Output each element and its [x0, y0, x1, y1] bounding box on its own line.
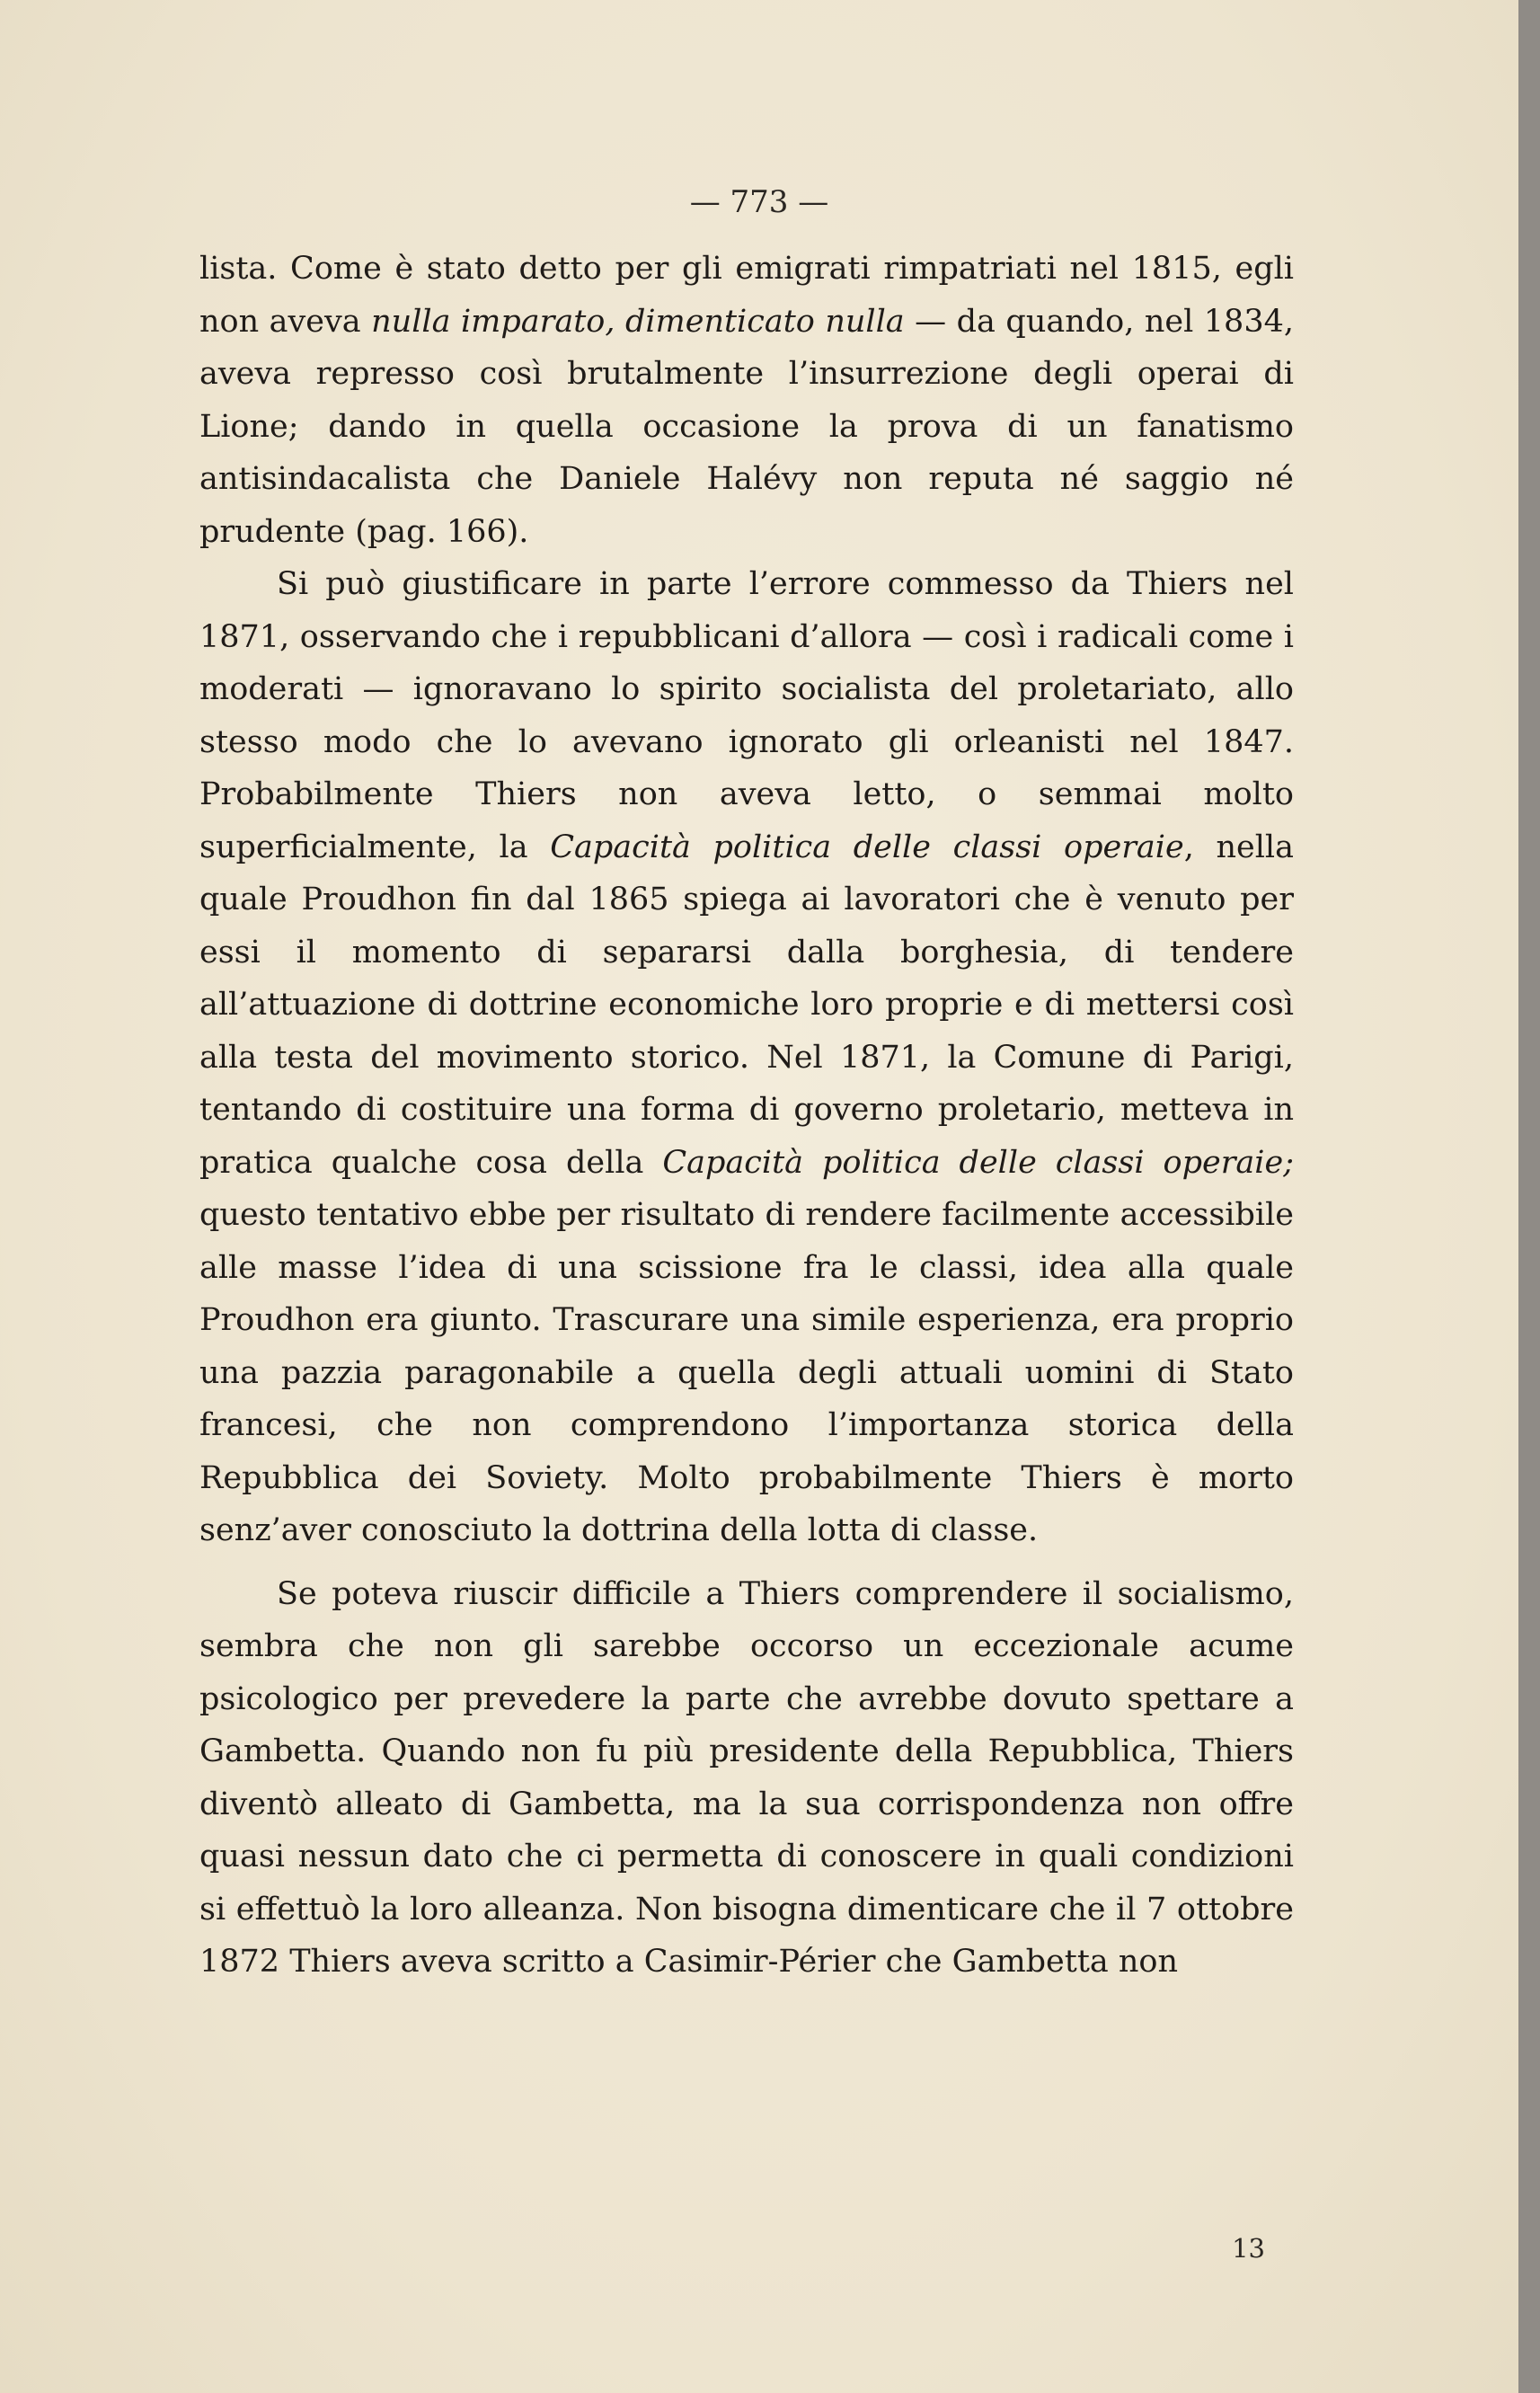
paragraph-1 [199, 243, 1294, 558]
page-edge [1518, 0, 1540, 2393]
signature-mark: 13 [1232, 2233, 1265, 2264]
paragraph-3 [199, 1568, 1294, 1989]
paragraph-2 [199, 558, 1294, 1557]
paragraph-2-text-b: , nella quale Proudhon fin dal 1865 spiega ai lavoratori che è venuto per essi il momento di separarsi dalla borghesia, di tendere all’attuazione di dottrine economiche loro proprie e di mettersi così alla testa del movimento storico. Nel 1871, la Comune di Parigi, tentando di costituire una forma di governo proletario, metteva in pratica qualche cosa della [199, 829, 1294, 1181]
paragraph-1-text-a: lista. Come è stato detto per gli emigrati rimpatriati nel 1815, egli non aveva [199, 251, 1294, 340]
paragraph-1-italic-phrase: nulla imparato, dimenticato nulla [371, 303, 905, 340]
body-text [199, 243, 1294, 1989]
paragraph-2-text-a: Si può giustificare in parte l’errore commesso da Thiers nel 1871, osservando che i repubblicani d’allora — così i radicali come i moderati — ignoravano lo spirito socialista del proletariato, allo stesso modo che lo avevano ignorato gli orleanisti nel 1847. Probabilmente Thiers non aveva letto, o semmai molto superficialmente, la [199, 566, 1294, 865]
paragraph-1-text-b: — da quando, nel 1834, aveva represso così brutalmente l’insurrezione degli operai di Lione; dando in quella occasione la prova di un fanatismo antisindacalista che Daniele Halévy non reputa né saggio né prudente (pag. 166). [199, 303, 1294, 550]
paragraph-2-italic-title-2: Capacità politica delle classi operaie; [662, 1144, 1294, 1181]
paragraph-3-text: Se poteva riuscir difficile a Thiers comprendere il socialismo, sembra che non gli sarebbe occorso un eccezionale acume psicologico per prevedere la parte che avrebbe dovuto spettare a Gambetta. Quando non fu più presidente della Repubblica, Thiers diventò alleato di Gambetta, ma la sua corrispondenza non offre quasi nessun dato che ci permetta di conoscere in quali condizioni si effettuò la loro alleanza. Non bisogna dimenticare che il 7 ottobre 1872 Thiers aveva scritto a Casimir-Périer che Gambetta non [199, 1575, 1294, 1980]
page-number: — 773 — [689, 184, 829, 220]
paragraph-2-italic-title-1: Capacità politica delle classi operaie [550, 829, 1184, 865]
paragraph-2-text-c: questo tentativo ebbe per risultato di rendere facilmente accessibile alle masse l’idea di una scissione fra le classi, idea alla quale Proudhon era giunto. Trascurare una simile esperienza, era proprio una pazzia paragonabile a quella degli attuali uomini di Stato francesi, che non comprendono l’importanza storica della Repubblica dei Soviety. Molto probabilmente Thiers è morto senz’aver conosciuto la dottrina della lotta di classe. [199, 1197, 1294, 1548]
